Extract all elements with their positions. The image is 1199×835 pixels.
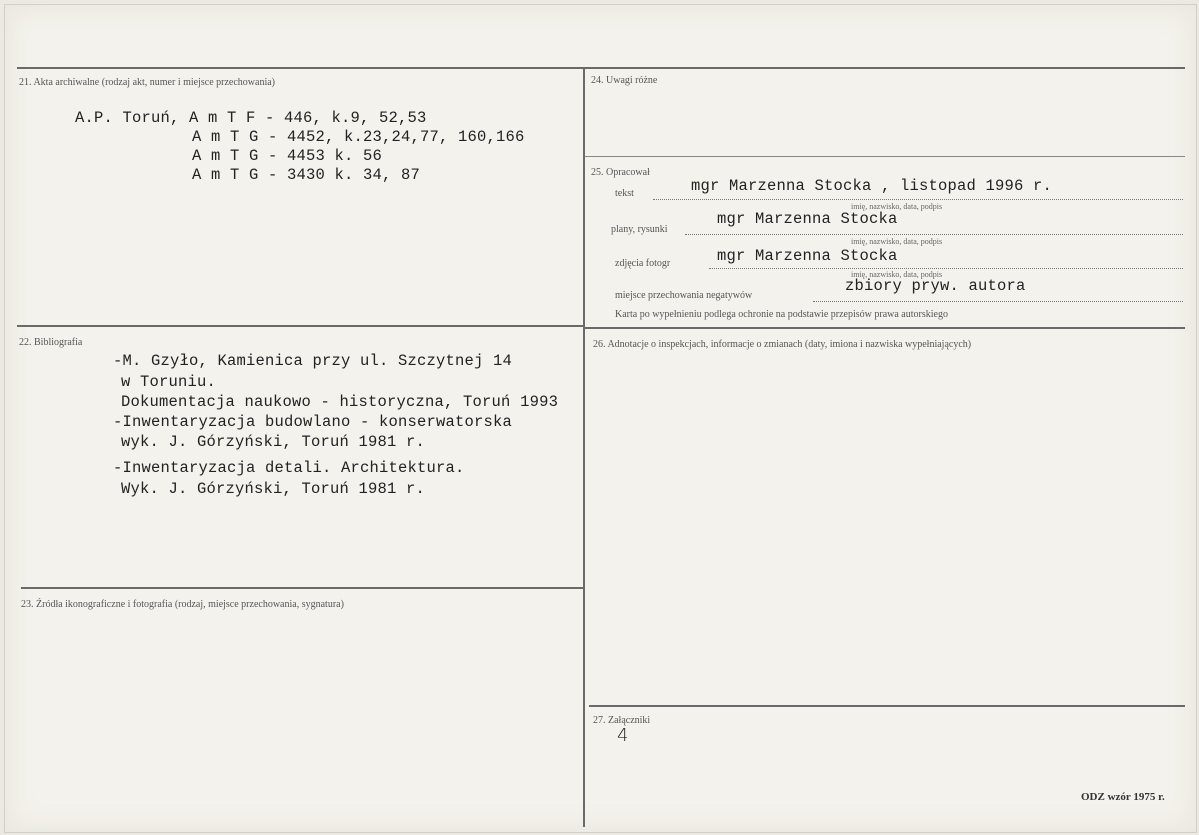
section-22-label: 22. Bibliografia	[19, 337, 83, 348]
center-divider	[583, 67, 585, 827]
zdjecia-label: zdjęcia fotogr	[615, 258, 671, 269]
tekst-dotted-line	[653, 199, 1183, 200]
zdjecia-value: mgr Marzenna Stocka	[717, 247, 898, 265]
section-21-label: 21. Akta archiwalne (rodzaj akt, numer i miejsce przechowania)	[19, 77, 276, 88]
rule-26-27	[589, 705, 1185, 707]
record-card	[4, 4, 1197, 833]
archive-line-1: A.P. Toruń, A m T F - 446, k.9, 52,53	[75, 109, 427, 127]
bibliography-line-2: w Toruniu.	[121, 373, 217, 391]
plany-dotted-line	[685, 234, 1183, 235]
rule-22-23	[21, 587, 583, 589]
copyright-note: Karta po wypełnieniu podlega ochronie na podstawie przepisów prawa autorskiego	[615, 309, 948, 320]
bibliography-line-6: -Inwentaryzacja detali. Architektura.	[113, 459, 465, 477]
section-26-label: 26. Adnotacje o inspekcjach, informacje o zmianach (daty, imiona i nazwiska wypełniających)	[593, 339, 972, 350]
section-25-label: 25. Opracował	[591, 167, 650, 178]
plany-label: plany, rysunki	[611, 224, 668, 235]
top-rule	[17, 67, 1185, 69]
rule-24-25	[585, 156, 1185, 157]
miejsce-label: miejsce przechowania negatywów	[615, 290, 753, 301]
attachments-count: 4	[617, 725, 629, 746]
miejsce-dotted-line	[813, 301, 1183, 302]
rule-21-22	[17, 325, 583, 327]
zdjecia-hint: imię, nazwisko, data, podpis	[851, 270, 943, 279]
miejsce-value: zbiory pryw. autora	[845, 277, 1026, 295]
bibliography-line-5: wyk. J. Górzyński, Toruń 1981 r.	[121, 433, 426, 451]
plany-hint: imię, nazwisko, data, podpis	[851, 237, 943, 246]
archive-line-4: A m T G - 3430 k. 34, 87	[192, 166, 421, 184]
archive-line-2: A m T G - 4452, k.23,24,77, 160,166	[192, 128, 525, 146]
bibliography-line-7: Wyk. J. Górzyński, Toruń 1981 r.	[121, 480, 426, 498]
section-27-label: 27. Załączniki	[593, 715, 651, 726]
zdjecia-dotted-line	[709, 268, 1183, 269]
archive-line-3: A m T G - 4453 k. 56	[192, 147, 383, 165]
tekst-value: mgr Marzenna Stocka , listopad 1996 r.	[691, 177, 1053, 195]
tekst-hint: imię, nazwisko, data, podpis	[851, 202, 943, 211]
bibliography-line-1: -M. Gzyło, Kamienica przy ul. Szczytnej 14	[113, 352, 513, 370]
section-23-label: 23. Źródła ikonograficzne i fotografia (rodzaj, miejsce przechowania, sygnatura)	[21, 599, 344, 610]
rule-25-26	[585, 327, 1185, 329]
bibliography-line-4: -Inwentaryzacja budowlano - konserwatorska	[113, 413, 513, 431]
plany-value: mgr Marzenna Stocka	[717, 210, 898, 228]
section-24-label: 24. Uwagi różne	[591, 75, 658, 86]
form-version: ODZ wzór 1975 r.	[1081, 791, 1165, 803]
tekst-label: tekst	[615, 188, 634, 199]
bibliography-line-3: Dokumentacja naukowo - historyczna, Toruń 1993	[121, 393, 559, 411]
